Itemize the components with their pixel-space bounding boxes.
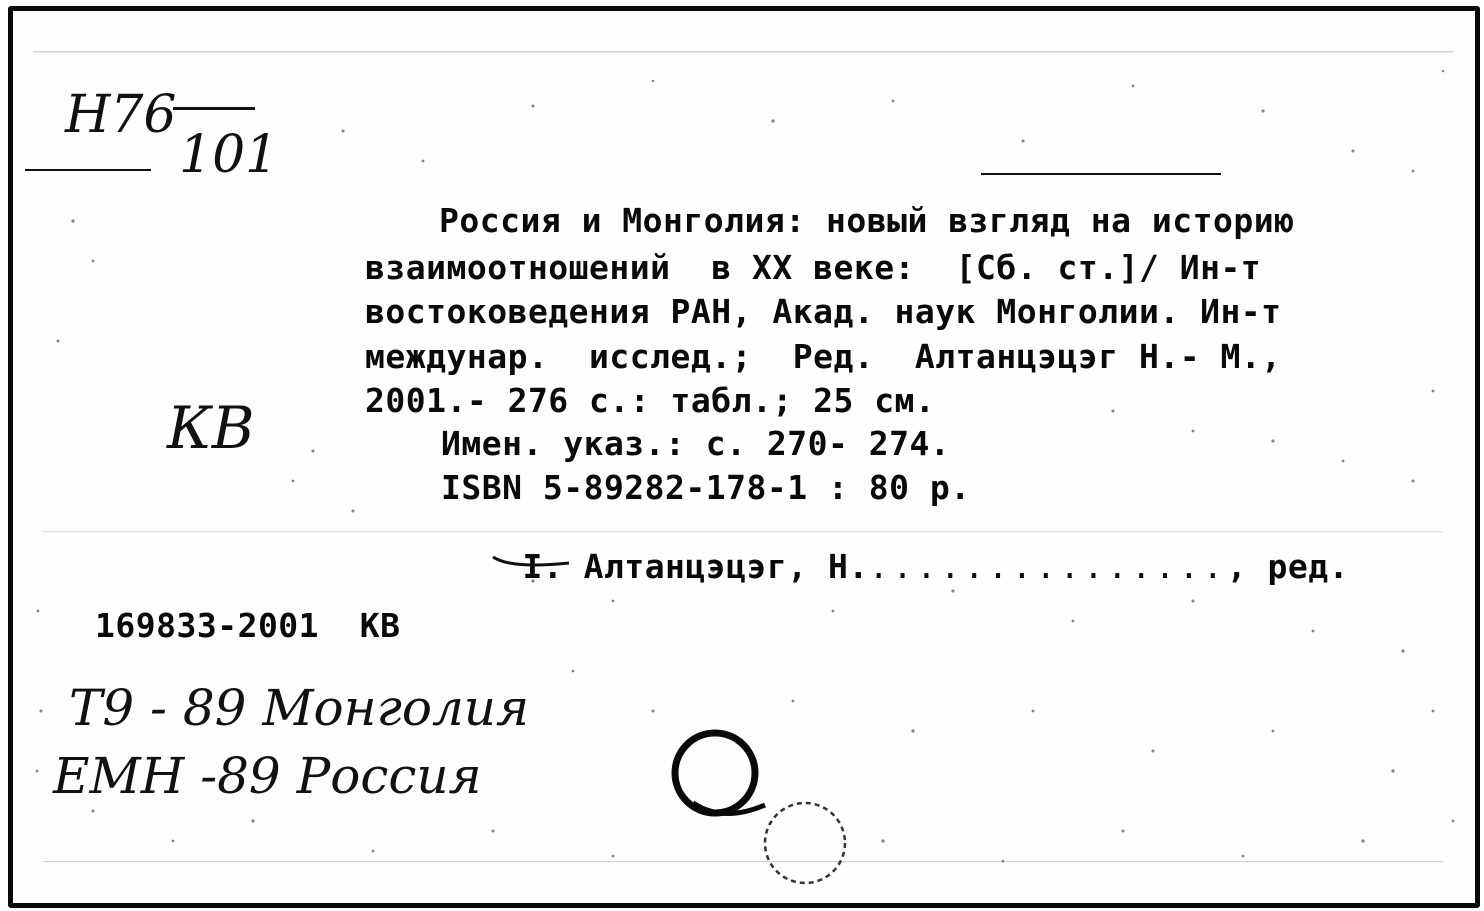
record-line-4: междунар. исслед.; Ред. Алтанцэцэг Н.- М., — [365, 337, 1282, 376]
punch-hole-faint — [753, 793, 863, 893]
record-line-2: взаимоотношений в XX веке: [Сб. ст.]/ Ин-т — [365, 248, 1262, 287]
subject-note-mongolia: Т9 - 89 Монголия — [69, 679, 530, 737]
call-number-divider — [173, 107, 255, 110]
added-entry-name: I. Алтанцэцэг, Н. — [522, 547, 869, 586]
call-number-bottom: 101 — [179, 125, 279, 185]
left-margin-rule — [25, 169, 151, 171]
index-note: Имен. указ.: с. 270- 274. — [441, 424, 951, 463]
inventory-number: 169833-2001 КВ — [95, 606, 401, 645]
isbn-price: ISBN 5-89282-178-1 : 80 р. — [441, 468, 971, 507]
record-line-1: Россия и Монголия: новый взгляд на историю — [439, 201, 1295, 240]
catalog-card — [8, 6, 1480, 908]
subject-note-russia: ЕМН -89 Россия — [53, 747, 482, 805]
underline-mark — [491, 551, 571, 571]
added-entry-role: , ред. — [1226, 547, 1349, 586]
added-entry-dots: ............... — [868, 547, 1227, 586]
call-number-top: Н76 — [65, 85, 177, 145]
header-rule — [981, 173, 1221, 175]
location-mark: КВ — [167, 394, 255, 462]
record-line-5: 2001.- 276 с.: табл.; 25 см. — [365, 381, 936, 420]
added-entry — [441, 517, 1349, 616]
record-line-3: востоковедения РАН, Акад. наук Монголии. Ин-т — [365, 292, 1282, 331]
